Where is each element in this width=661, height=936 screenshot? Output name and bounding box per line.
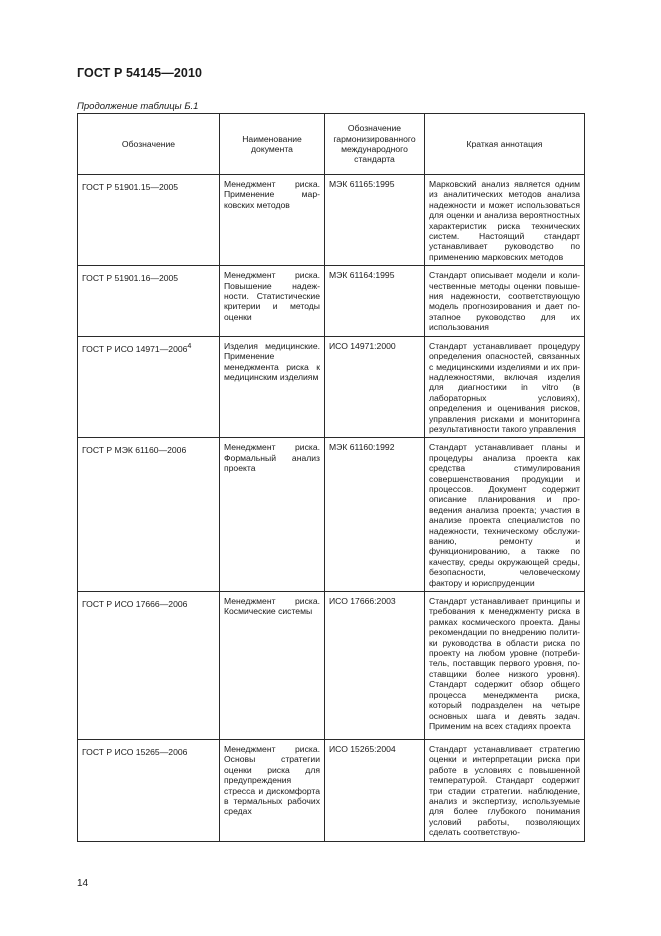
cell-document-name: Менеджмент риска. Формальный анализ проекта: [220, 438, 325, 592]
table-row: [78, 438, 585, 592]
designation-text: ГОСТ Р 51901.15—2005: [82, 181, 179, 192]
cell-document-name: Менеджмент риска. Космические системы: [220, 592, 325, 740]
cell-designation: [78, 592, 220, 740]
designation-text: ГОСТ Р ИСО 14971—2006: [82, 343, 188, 354]
designation-text: ГОСТ Р 51901.16—2005: [82, 273, 179, 284]
cell-intl-standard: ИСО 14971:2000: [325, 336, 425, 438]
standards-table: [77, 113, 585, 842]
cell-intl-standard: МЭК 61160:1992: [325, 438, 425, 592]
column-header-document-name: Наименование документа: [220, 114, 325, 175]
table-row: [78, 592, 585, 740]
column-header-intl-standard: Обозначение гармонизированного международного стандарта: [325, 114, 425, 175]
cell-annotation: Марковский анализ является одним из аналитических методов анализа надежности и может использоваться для оценки и анализа вероятностных характеристик риска технических систем. Настоящий стандарт устанавливает руководство по применению марковских методов: [425, 175, 585, 266]
table-caption: Продолжение таблицы Б.1: [77, 101, 199, 112]
cell-designation: [78, 266, 220, 336]
cell-document-name: Менеджмент риска. Применение марковских методов: [220, 175, 325, 266]
designation-text: ГОСТ Р ИСО 17666—2006: [82, 598, 188, 609]
column-header-designation: Обозначение: [78, 114, 220, 175]
cell-intl-standard: ИСО 17666:2003: [325, 592, 425, 740]
page-number: 14: [77, 878, 89, 889]
cell-designation: [78, 175, 220, 266]
table-header-row: [78, 114, 585, 175]
column-header-annotation: Краткая аннотация: [425, 114, 585, 175]
cell-annotation: Стандарт устанавливает планы и процедуры анализа проекта как средства стимулирования совершенствования продукции и процессов. Документ содержит описание планирования и проведения анализа проекта; участия в анализе проекта специалистов по надежности, техническому обслуживанию, ремонту и функционированию, а также по качеству, среды окружающей среды, безопасности, человеческому фактору и юриспруденции: [425, 438, 585, 592]
table-row: [78, 336, 585, 438]
cell-intl-standard: ИСО 15265:2004: [325, 740, 425, 842]
designation-text: ГОСТ Р МЭК 61160—2006: [82, 445, 187, 456]
cell-annotation: Стандарт устанавливает стратегию оценки и интерпретации риска при работе в условиях с повышенной температурой. Стандарт содержит три стадии стратегии. наблюдение, анализ и экспертизу, используемые для более глубокого понимания условий работы, позволяющих сделать соответствую-: [425, 740, 585, 842]
cell-document-name: Менеджмент риска. Основы стратегии оценки риска для предупреждения стресса и дискомфорта в термальных рабочих средах: [220, 740, 325, 842]
cell-designation: [78, 336, 220, 438]
designation-text: ГОСТ Р ИСО 15265—2006: [82, 746, 188, 757]
cell-intl-standard: МЭК 61164:1995: [325, 266, 425, 336]
cell-designation: [78, 740, 220, 842]
footnote-marker: 4: [187, 341, 192, 350]
table-row: [78, 175, 585, 266]
cell-annotation: Стандарт устанавливает принципы и требования к менеджменту риска в рамках космического проекта. Даны рекомендации по внедрению политики руководства в области риска по проекту на любом уровне (потребитель, поставщик первого уровня, поставщики более низкого уровня). Стандарт содержит обзор общего процесса менеджмента риска, который подразделен на четыре основных шага и девять задач. Применим на всех стадиях проекта: [425, 592, 585, 740]
cell-intl-standard: МЭК 61165:1995: [325, 175, 425, 266]
cell-annotation: Стандарт описывает модели и количественные методы оценки повышения надежности, соответствующую модель прогнозирования и дает поэтапное руководство для их использования: [425, 266, 585, 336]
document-header: ГОСТ Р 54145—2010: [77, 66, 203, 80]
cell-designation: [78, 438, 220, 592]
cell-annotation: Стандарт устанавливает процедуру определения опасностей, связанных с медицинскими изделиями и их принадлежностями, включая изделия для диагностики in vitro (в лабораторных условиях), определения и оценивания рисков, управления рисками и мониторинга результативности такого управления: [425, 336, 585, 438]
table-row: [78, 266, 585, 336]
table-row: [78, 740, 585, 842]
cell-document-name: Менеджмент риска. Повышение надежности. Статистические критерии и методы оценки: [220, 266, 325, 336]
cell-document-name: Изделия медицинские. Применение менеджмента риска к медицинским изделиям: [220, 336, 325, 438]
